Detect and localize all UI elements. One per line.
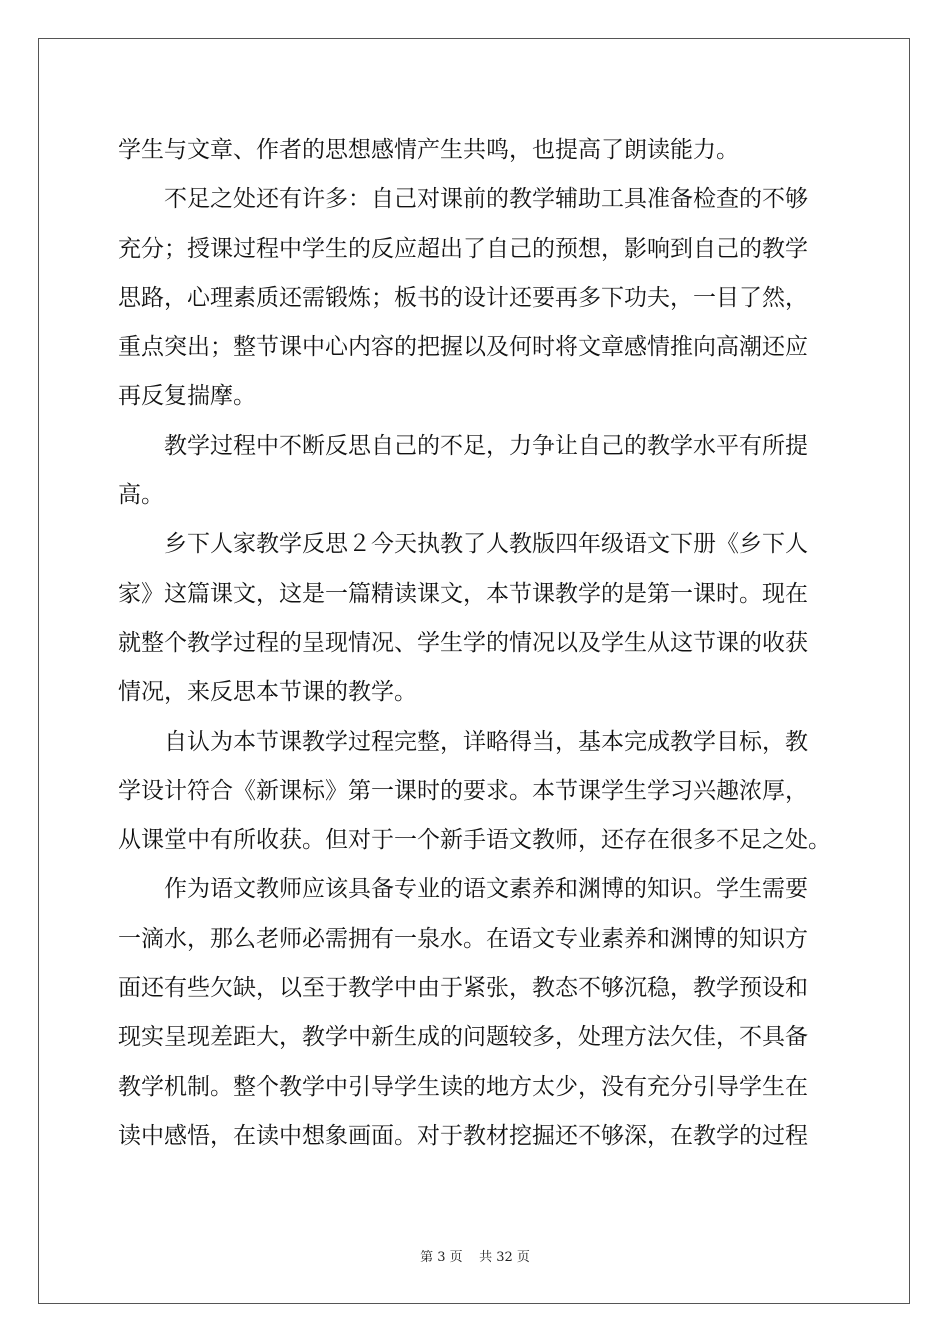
text-line: 高。 bbox=[118, 482, 164, 509]
text-line: 读中感悟，在读中想象画面。对于教材挖掘还不够深，在教学的过程 bbox=[118, 1122, 808, 1149]
text-line: 再反复揣摩。 bbox=[118, 383, 256, 410]
page-footer bbox=[0, 1246, 950, 1265]
text-line: 乡下人家教学反思２今天执教了人教版四年级语文下册《乡下人 bbox=[164, 531, 808, 558]
text-line: 现实呈现差距大，教学中新生成的问题较多，处理方法欠佳，不具备 bbox=[118, 1024, 808, 1051]
text-line: 不足之处还有许多：自己对课前的教学辅助工具准备检查的不够 bbox=[164, 186, 808, 213]
text-line: 从课堂中有所收获。但对于一个新手语文教师，还存在很多不足之处。 bbox=[118, 827, 831, 854]
text-line: 一滴水，那么老师必需拥有一泉水。在语文专业素养和渊博的知识方 bbox=[118, 925, 808, 952]
text-line: 教学过程中不断反思自己的不足，力争让自己的教学水平有所提 bbox=[164, 432, 808, 459]
text-line: 学生与文章、作者的思想感情产生共鸣，也提高了朗读能力。 bbox=[118, 137, 739, 163]
text-line: 思路，心理素质还需锻炼；板书的设计还要再多下功夫，一目了然， bbox=[118, 284, 808, 311]
text-line: 学设计符合《新课标》第一课时的要求。本节课学生学习兴趣浓厚， bbox=[118, 777, 808, 804]
text-line: 自认为本节课教学过程完整，详略得当，基本完成教学目标，教 bbox=[164, 728, 808, 755]
text-line: 重点突出；整节课中心内容的把握以及何时将文章感情推向高潮还应 bbox=[118, 334, 808, 361]
text-line: 就整个教学过程的呈现情况、学生学的情况以及学生从这节课的收获 bbox=[118, 629, 808, 656]
text-line: 面还有些欠缺，以至于教学中由于紧张，教态不够沉稳，教学预设和 bbox=[118, 975, 808, 1002]
document-body bbox=[118, 126, 832, 1161]
text-line: 情况，来反思本节课的教学。 bbox=[118, 679, 417, 706]
text-line: 充分；授课过程中学生的反应超出了自己的预想，影响到自己的教学 bbox=[118, 235, 808, 262]
page-number: 第 3 页 共 32 页 bbox=[420, 1250, 530, 1265]
text-line: 教学机制。整个教学中引导学生读的地方太少，没有充分引导学生在 bbox=[118, 1073, 808, 1100]
text-line: 作为语文教师应该具备专业的语文素养和渊博的知识。学生需要 bbox=[164, 876, 808, 903]
text-line: 家》这篇课文，这是一篇精读课文，本节课教学的是第一课时。现在 bbox=[118, 580, 808, 607]
